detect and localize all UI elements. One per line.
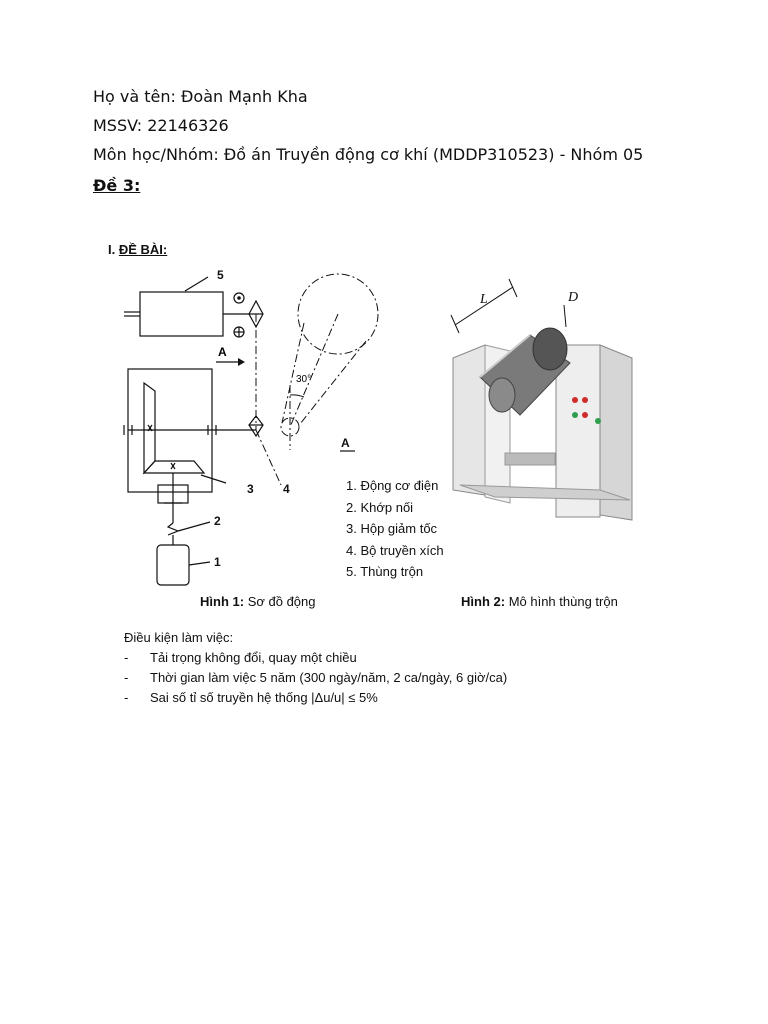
figure-1-caption bbox=[200, 594, 316, 609]
mixer-model-illustration bbox=[451, 279, 632, 520]
label-2: 2 bbox=[214, 514, 221, 528]
legend-item: 5. Thùng trộn bbox=[346, 564, 424, 579]
label-3: 3 bbox=[247, 482, 254, 496]
label-5: 5 bbox=[217, 268, 224, 282]
figure-2-text: Mô hình thùng trộn bbox=[508, 594, 618, 609]
section-number: I. bbox=[108, 242, 116, 257]
working-conditions bbox=[124, 628, 507, 708]
legend-item: 4. Bộ truyền xích bbox=[346, 542, 444, 558]
figure-1-label: Hình 1: bbox=[200, 594, 245, 609]
label-4: 4 bbox=[283, 482, 290, 496]
figure-2-caption bbox=[461, 594, 618, 609]
legend-item: 1. Động cơ điện bbox=[346, 478, 439, 493]
student-id: MSSV: 22146326 bbox=[93, 116, 229, 135]
legend-item: 2. Khớp nối bbox=[346, 499, 414, 515]
student-name: Họ và tên: Đoàn Mạnh Kha bbox=[93, 87, 308, 106]
diameter-label: D bbox=[568, 290, 579, 305]
arrow-label-a: A bbox=[218, 345, 227, 359]
label-1: 1 bbox=[214, 555, 221, 569]
condition-item: - Tải trọng không đổi, quay một chiều bbox=[124, 648, 507, 668]
problem-image bbox=[100, 235, 660, 715]
figure-1-text: Sơ đồ động bbox=[247, 594, 316, 609]
figure-2-label: Hình 2: bbox=[461, 594, 506, 609]
mixer-drum-symbol bbox=[124, 277, 263, 337]
conditions-title: Điều kiện làm việc: bbox=[124, 630, 234, 645]
view-label-a: A bbox=[341, 436, 350, 450]
angle-label: 30° bbox=[296, 374, 312, 385]
chain-drive-symbol bbox=[256, 274, 378, 485]
section-title-text: ĐỀ BÀI: bbox=[118, 242, 168, 257]
component-legend bbox=[346, 475, 444, 583]
condition-item: - Sai số tỉ số truyền hệ thống |Δu/u| ≤ 5% bbox=[124, 688, 507, 708]
view-arrow-a bbox=[216, 345, 245, 366]
coupling-and-motor-symbol bbox=[157, 503, 210, 585]
course-group: Môn học/Nhóm: Đồ án Truyền động cơ khí (MDDP310523) - Nhóm 05 bbox=[93, 145, 644, 164]
length-label: L bbox=[480, 292, 488, 307]
legend-item: 3. Hộp giảm tốc bbox=[346, 521, 438, 536]
condition-item: - Thời gian làm việc 5 năm (300 ngày/năm, 2 ca/ngày, 6 giờ/ca) bbox=[124, 668, 507, 688]
topic-heading: Đề 3: bbox=[93, 176, 141, 195]
gearbox-symbol bbox=[124, 369, 263, 523]
